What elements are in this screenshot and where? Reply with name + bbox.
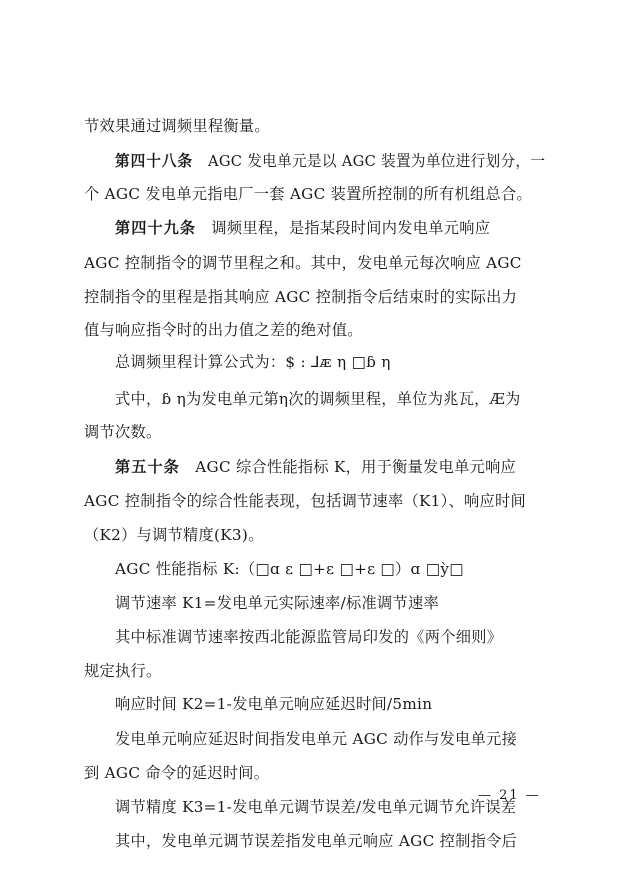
formula-line: AGC 性能指标 K:（□ɑ ε □+ε □+ε □）ɑ □ỳ□ (115, 560, 464, 578)
text-line: 调节次数。 (84, 423, 162, 441)
text-line: 调节精度 K3=1-发电单元调节误差/发电单元调节允许误差 (115, 798, 517, 816)
article-heading: 第五十条 (115, 458, 180, 476)
text-line: （K2）与调节精度(K3)。 (84, 526, 264, 544)
formula-line: 总调频里程计算公式为：$ : ⅃ᴁ η □ɓ η (115, 353, 391, 371)
text-line: 式中，ɓ η为发电单元第η次的调频里程，单位为兆瓦，Æ为 (115, 390, 521, 408)
text-line: 其中，发电单元调节误差指发电单元响应 AGC 控制指令后 (115, 832, 518, 850)
article-heading: 第四十八条 (115, 152, 194, 170)
article-48-line: 第四十八条 AGC 发电单元是以 AGC 装置为单位进行划分，一 (115, 152, 546, 170)
text-line: 节效果通过调频里程衡量。 (84, 117, 270, 135)
text-line: 控制指令的里程是指其响应 AGC 控制指令后结束时的实际出力 (84, 288, 518, 306)
article-50-line: 第五十条 AGC 综合性能指标 K，用于衡量发电单元响应 (115, 458, 517, 476)
article-49-line: 第四十九条 调频里程，是指某段时间内发电单元响应 (115, 219, 491, 237)
page-number: — 21 — (478, 788, 541, 803)
text-line: 响应时间 K2=1-发电单元响应延迟时间/5min (115, 695, 433, 713)
text-line: 到 AGC 命令的延迟时间。 (84, 764, 270, 782)
text-line: 个 AGC 发电单元指电厂一套 AGC 装置所控制的所有机组总合。 (84, 185, 532, 203)
text-line: AGC 控制指令的综合性能表现，包括调节速率（K1）、响应时间 (84, 492, 526, 510)
article-heading: 第四十九条 (115, 219, 196, 237)
text-line: 发电单元响应延迟时间指发电单元 AGC 动作与发电单元接 (115, 730, 518, 748)
text-line: 调节速率 K1=发电单元实际速率/标准调节速率 (115, 594, 439, 612)
text-line: AGC 控制指令的调节里程之和。其中，发电单元每次响应 AGC (84, 254, 522, 272)
text-line: 规定执行。 (84, 662, 162, 680)
text-line: 值与响应指令时的出力值之差的绝对值。 (84, 321, 363, 339)
text-line: 其中标准调节速率按西北能源监管局印发的《两个细则》 (115, 628, 503, 646)
